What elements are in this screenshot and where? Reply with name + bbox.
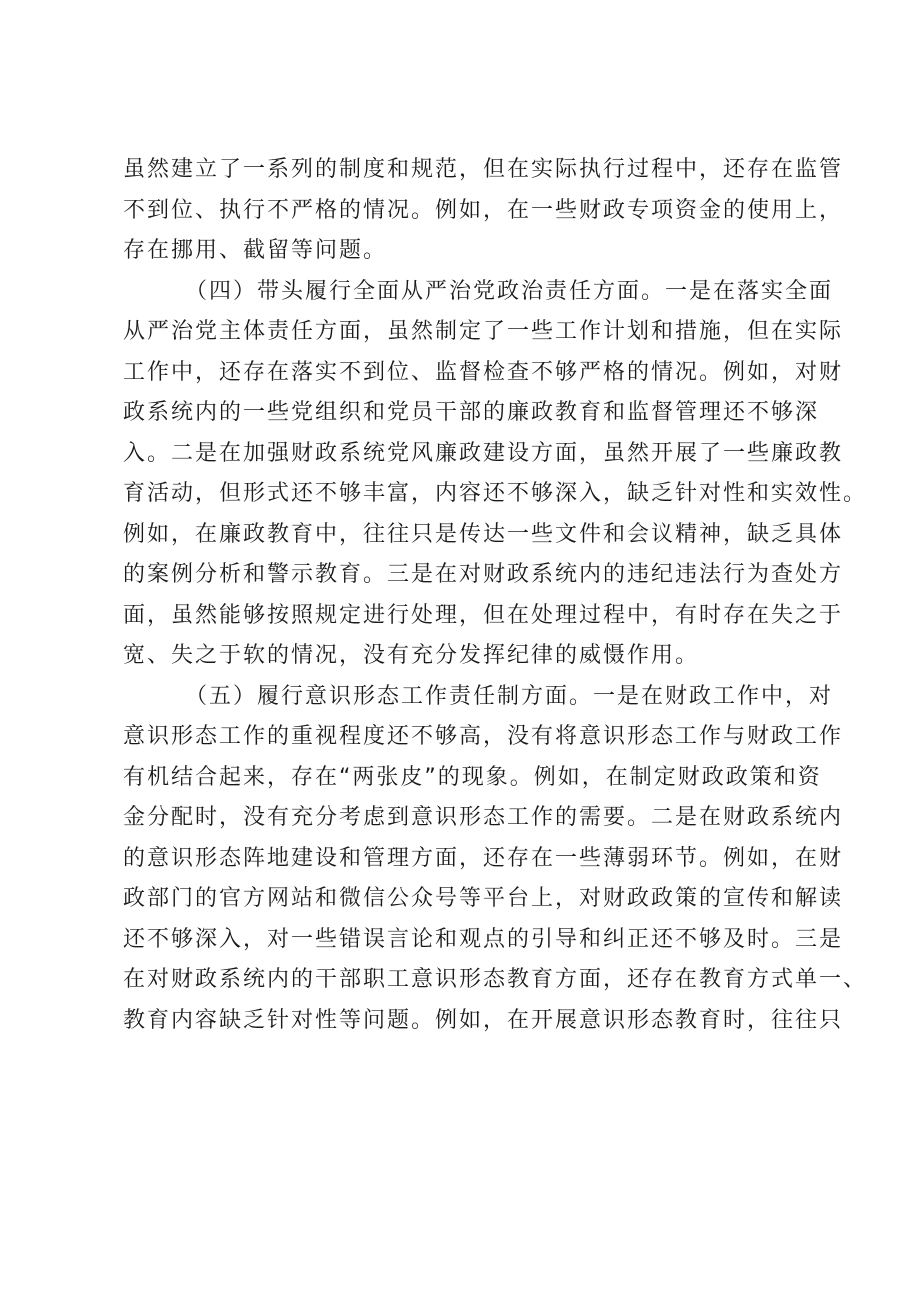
text-line: 的意识形态阵地建设和管理方面，还存在一些薄弱环节。例如，在财 bbox=[123, 845, 844, 871]
text-line: 例如，在廉政教育中，往往只是传达一些文件和会议精神，缺乏具体 bbox=[123, 521, 844, 547]
text-line: 政部门的官方网站和微信公众号等平台上，对财政政策的宣传和解读 bbox=[123, 886, 844, 911]
text-line: 虽然建立了一系列的制度和规范，但在实际执行过程中，还存在监管 bbox=[123, 157, 844, 182]
text-line: 在对财政系统内的干部职工意识形态教育方面，还存在教育方式单一、 bbox=[123, 967, 868, 992]
paragraph-5-heading-line: （五）履行意识形态工作责任制方面。一是在财政工作中，对 bbox=[185, 683, 834, 709]
paragraph-5 bbox=[123, 677, 868, 1042]
text-line: 宽、失之于软的情况，没有充分发挥纪律的威慑作用。 bbox=[123, 643, 700, 668]
text-line: 教育内容缺乏针对性等问题。例如，在开展意识形态教育时，往往只 bbox=[123, 1007, 844, 1033]
text-line: 不到位、执行不严格的情况。例如，在一些财政专项资金的使用上， bbox=[123, 197, 844, 223]
text-line: 意识形态工作的重视程度还不够高，没有将意识形态工作与财政工作 bbox=[123, 724, 844, 749]
text-line: 面，虽然能够按照规定进行处理，但在处理过程中，有时存在失之于 bbox=[123, 602, 844, 628]
text-line: 金分配时，没有充分考虑到意识形态工作的需要。二是在财政系统内 bbox=[123, 805, 844, 830]
text-line: 还不够深入，对一些错误言论和观点的引导和纠正还不够及时。三是 bbox=[123, 926, 844, 952]
document-body bbox=[123, 150, 868, 1041]
text-line: 入。二是在加强财政系统党风廉政建设方面，虽然开展了一些廉政教 bbox=[123, 440, 844, 466]
text-line: 的案例分析和警示教育。三是在对财政系统内的违纪违法行为查处方 bbox=[123, 562, 844, 587]
text-line: 从严治党主体责任方面，虽然制定了一些工作计划和措施，但在实际 bbox=[123, 319, 844, 344]
paragraph-3-tail bbox=[123, 150, 844, 272]
text-line: 存在挪用、截留等问题。 bbox=[123, 238, 388, 263]
paragraph-4-heading-line: （四）带头履行全面从严治党政治责任方面。一是在落实全面 bbox=[185, 278, 834, 304]
paragraph-4 bbox=[123, 272, 868, 677]
text-line: 政系统内的一些党组织和党员干部的廉政教育和监督管理还不够深 bbox=[123, 400, 820, 425]
text-line: 工作中，还存在落实不到位、监督检查不够严格的情况。例如，对财 bbox=[123, 359, 844, 385]
text-line: 育活动，但形式还不够丰富，内容还不够深入，缺乏针对性和实效性。 bbox=[123, 481, 868, 506]
text-line: 有机结合起来，存在“两张皮”的现象。例如，在制定财政政策和资 bbox=[123, 764, 822, 790]
